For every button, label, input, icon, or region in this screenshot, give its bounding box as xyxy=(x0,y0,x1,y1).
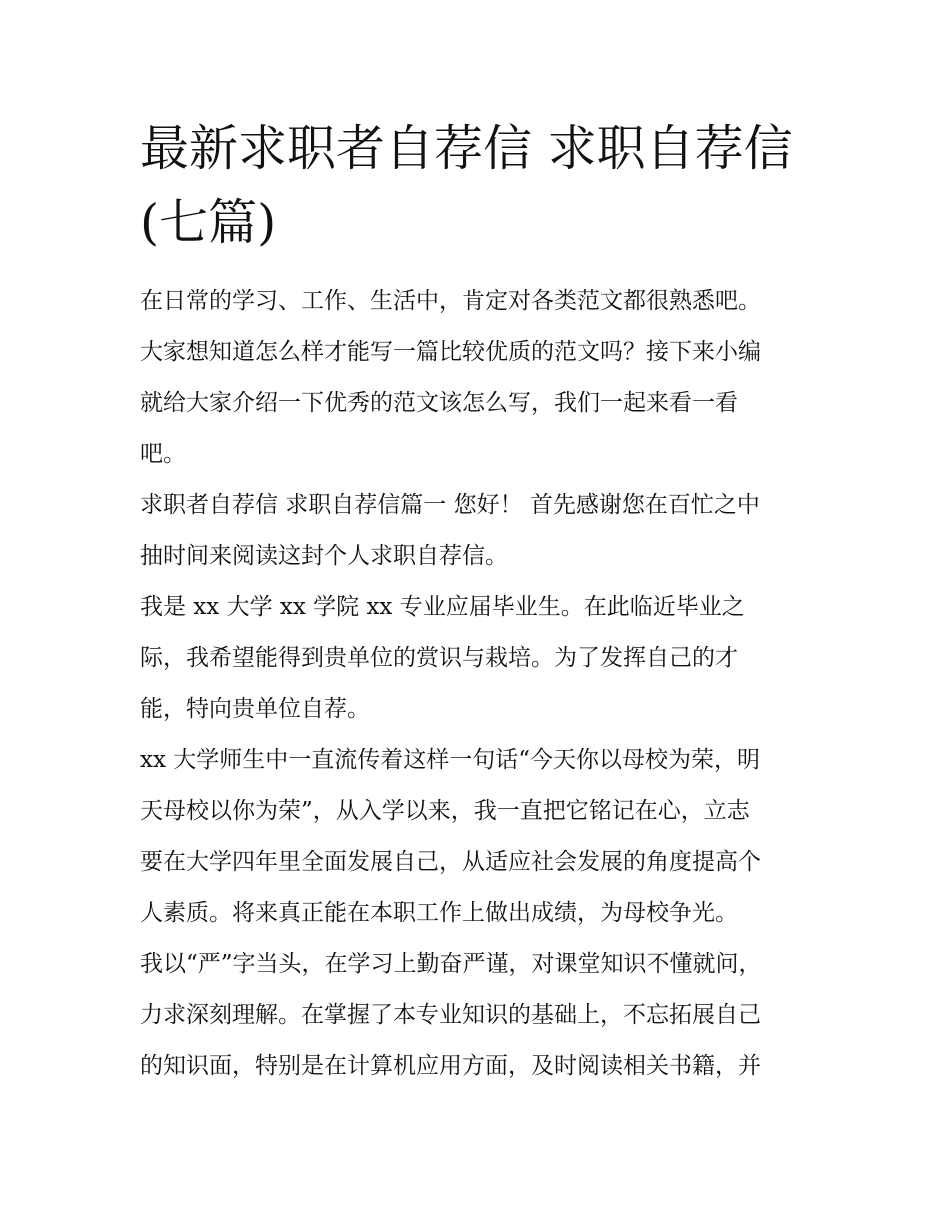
body-line: 天母校以你为荣”，从入学以来，我一直把它铭记在心，立志 xyxy=(140,798,750,824)
body-line: 人素质。将来真正能在本职工作上做出成绩，为母校争光。 xyxy=(140,900,738,926)
document-body xyxy=(140,276,820,1092)
title-line-1: 最新求职者自荐信 求职自荐信 xyxy=(140,120,793,177)
body-line: 能，特向贵单位自荐。 xyxy=(140,696,370,722)
body-line: xx 大学师生中一直流传着这样一句话“今天你以母校为荣，明 xyxy=(140,747,761,773)
body-line: 要在大学四年里全面发展自己，从适应社会发展的角度提高个 xyxy=(140,849,761,875)
body-line: 在日常的学习、工作、生活中，肯定对各类范文都很熟悉吧。 xyxy=(140,288,761,314)
body-line: 抽时间来阅读这封个人求职自荐信。 xyxy=(140,543,508,569)
body-line: 大家想知道怎么样才能写一篇比较优质的范文吗？接下来小编 xyxy=(140,339,761,365)
body-line: 力求深刻理解。在掌握了本专业知识的基础上，不忘拓展自己 xyxy=(140,1002,761,1028)
body-line: 际，我希望能得到贵单位的赏识与栽培。为了发挥自己的才 xyxy=(140,645,738,671)
body-line: 我以“严”字当头，在学习上勤奋严谨，对课堂知识不懂就问， xyxy=(140,951,762,977)
body-line: 吧。 xyxy=(140,441,186,467)
document-content xyxy=(140,112,820,1092)
body-line: 的知识面，特别是在计算机应用方面，及时阅读相关书籍，并 xyxy=(140,1053,761,1079)
document-title xyxy=(140,112,820,260)
body-line: 就给大家介绍一下优秀的范文该怎么写，我们一起来看一看 xyxy=(140,390,738,416)
body-line: 我是 xx 大学 xx 学院 xx 专业应届毕业生。在此临近毕业之 xyxy=(140,594,745,620)
title-line-2: (七篇) xyxy=(140,194,277,251)
body-line: 求职者自荐信 求职自荐信篇一 您好！ 首先感谢您在百忙之中 xyxy=(140,492,760,518)
